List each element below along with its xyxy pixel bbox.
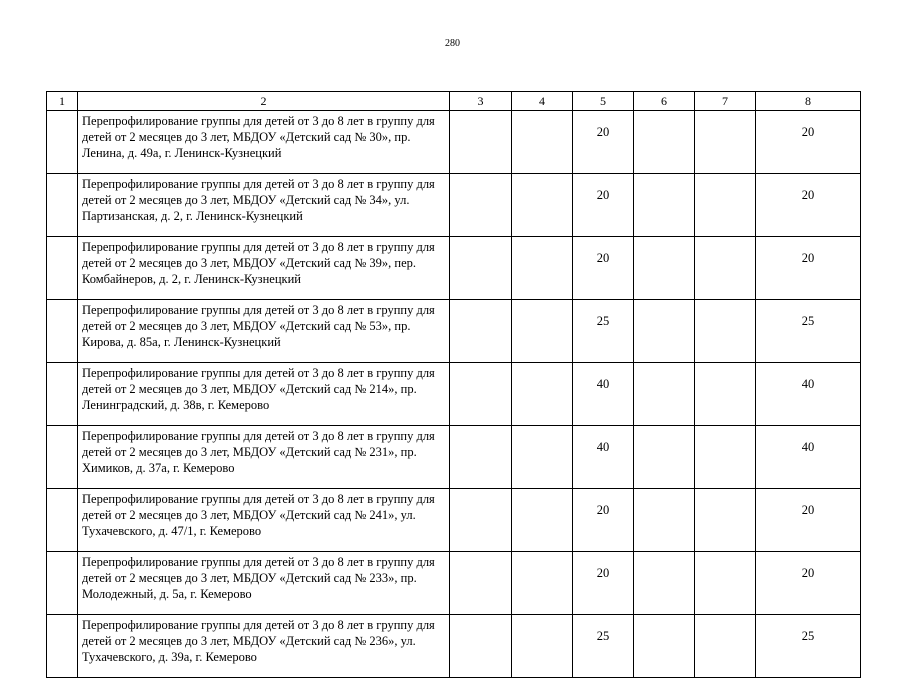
table-row xyxy=(47,174,861,237)
row-cell-c8: 20 xyxy=(756,237,861,300)
row-cell-c3 xyxy=(450,489,512,552)
row-cell-c8: 25 xyxy=(756,300,861,363)
document-table xyxy=(46,91,861,678)
column-header: 1 xyxy=(47,92,78,111)
row-description: Перепрофилирование группы для детей от 3 до 8 лет в группу для детей от 2 месяцев до 3 лет, МБДОУ «Детский сад № 39», пер. Комбайнеров, д. 2, г. Ленинск-Кузнецкий xyxy=(78,237,450,300)
row-cell-c1 xyxy=(47,363,78,426)
row-cell-c8: 20 xyxy=(756,111,861,174)
row-cell-c3 xyxy=(450,111,512,174)
row-cell-c5: 25 xyxy=(573,300,634,363)
row-cell-c5: 20 xyxy=(573,111,634,174)
row-cell-c6 xyxy=(634,237,695,300)
row-cell-c6 xyxy=(634,300,695,363)
row-description: Перепрофилирование группы для детей от 3 до 8 лет в группу для детей от 2 месяцев до 3 лет, МБДОУ «Детский сад № 231», пр. Химиков, д. 37а, г. Кемерово xyxy=(78,426,450,489)
column-header: 8 xyxy=(756,92,861,111)
page-number: 280 xyxy=(445,38,460,49)
row-cell-c7 xyxy=(695,174,756,237)
row-cell-c1 xyxy=(47,615,78,678)
row-cell-c4 xyxy=(512,237,573,300)
row-cell-c4 xyxy=(512,363,573,426)
row-cell-c5: 20 xyxy=(573,174,634,237)
row-cell-c1 xyxy=(47,111,78,174)
row-cell-c3 xyxy=(450,363,512,426)
column-header: 7 xyxy=(695,92,756,111)
table-header-row xyxy=(47,92,861,111)
row-cell-c6 xyxy=(634,174,695,237)
row-cell-c6 xyxy=(634,489,695,552)
column-header: 6 xyxy=(634,92,695,111)
table-row xyxy=(47,615,861,678)
column-header: 3 xyxy=(450,92,512,111)
row-cell-c5: 40 xyxy=(573,426,634,489)
row-cell-c5: 40 xyxy=(573,363,634,426)
row-cell-c8: 40 xyxy=(756,363,861,426)
row-cell-c4 xyxy=(512,426,573,489)
row-description: Перепрофилирование группы для детей от 3 до 8 лет в группу для детей от 2 месяцев до 3 лет, МБДОУ «Детский сад № 53», пр. Кирова, д. 85а, г. Ленинск-Кузнецкий xyxy=(78,300,450,363)
table-row xyxy=(47,111,861,174)
row-cell-c6 xyxy=(634,615,695,678)
row-cell-c1 xyxy=(47,489,78,552)
table-row xyxy=(47,237,861,300)
row-cell-c3 xyxy=(450,615,512,678)
row-cell-c7 xyxy=(695,552,756,615)
row-cell-c5: 20 xyxy=(573,237,634,300)
row-cell-c6 xyxy=(634,426,695,489)
row-cell-c8: 40 xyxy=(756,426,861,489)
table-row xyxy=(47,552,861,615)
row-cell-c7 xyxy=(695,111,756,174)
row-cell-c4 xyxy=(512,174,573,237)
row-cell-c3 xyxy=(450,552,512,615)
row-cell-c4 xyxy=(512,552,573,615)
table-row xyxy=(47,489,861,552)
row-cell-c4 xyxy=(512,489,573,552)
row-cell-c5: 20 xyxy=(573,552,634,615)
row-cell-c8: 20 xyxy=(756,552,861,615)
row-cell-c7 xyxy=(695,489,756,552)
row-cell-c4 xyxy=(512,111,573,174)
column-header: 4 xyxy=(512,92,573,111)
row-cell-c8: 20 xyxy=(756,489,861,552)
row-cell-c8: 20 xyxy=(756,174,861,237)
row-cell-c1 xyxy=(47,300,78,363)
row-description: Перепрофилирование группы для детей от 3 до 8 лет в группу для детей от 2 месяцев до 3 лет, МБДОУ «Детский сад № 30», пр. Ленина, д. 49а, г. Ленинск-Кузнецкий xyxy=(78,111,450,174)
row-cell-c4 xyxy=(512,300,573,363)
table-row xyxy=(47,300,861,363)
column-header: 2 xyxy=(78,92,450,111)
row-description: Перепрофилирование группы для детей от 3 до 8 лет в группу для детей от 2 месяцев до 3 лет, МБДОУ «Детский сад № 214», пр. Ленинградский, д. 38в, г. Кемерово xyxy=(78,363,450,426)
column-header: 5 xyxy=(573,92,634,111)
row-cell-c4 xyxy=(512,615,573,678)
row-cell-c1 xyxy=(47,426,78,489)
row-cell-c3 xyxy=(450,237,512,300)
row-cell-c6 xyxy=(634,111,695,174)
table-row xyxy=(47,363,861,426)
row-cell-c5: 20 xyxy=(573,489,634,552)
row-cell-c1 xyxy=(47,552,78,615)
row-cell-c7 xyxy=(695,426,756,489)
row-cell-c6 xyxy=(634,552,695,615)
row-cell-c3 xyxy=(450,426,512,489)
row-cell-c7 xyxy=(695,615,756,678)
row-description: Перепрофилирование группы для детей от 3 до 8 лет в группу для детей от 2 месяцев до 3 лет, МБДОУ «Детский сад № 34», ул. Партизанская, д. 2, г. Ленинск-Кузнецкий xyxy=(78,174,450,237)
row-description: Перепрофилирование группы для детей от 3 до 8 лет в группу для детей от 2 месяцев до 3 лет, МБДОУ «Детский сад № 236», ул. Тухачевского, д. 39а, г. Кемерово xyxy=(78,615,450,678)
row-cell-c1 xyxy=(47,237,78,300)
row-cell-c1 xyxy=(47,174,78,237)
row-description: Перепрофилирование группы для детей от 3 до 8 лет в группу для детей от 2 месяцев до 3 лет, МБДОУ «Детский сад № 241», ул. Тухачевского, д. 47/1, г. Кемерово xyxy=(78,489,450,552)
row-cell-c7 xyxy=(695,237,756,300)
row-cell-c5: 25 xyxy=(573,615,634,678)
row-cell-c7 xyxy=(695,363,756,426)
row-cell-c6 xyxy=(634,363,695,426)
row-cell-c3 xyxy=(450,300,512,363)
row-cell-c7 xyxy=(695,300,756,363)
row-description: Перепрофилирование группы для детей от 3 до 8 лет в группу для детей от 2 месяцев до 3 лет, МБДОУ «Детский сад № 233», пр. Молодежный, д. 5а, г. Кемерово xyxy=(78,552,450,615)
row-cell-c3 xyxy=(450,174,512,237)
table-row xyxy=(47,426,861,489)
row-cell-c8: 25 xyxy=(756,615,861,678)
